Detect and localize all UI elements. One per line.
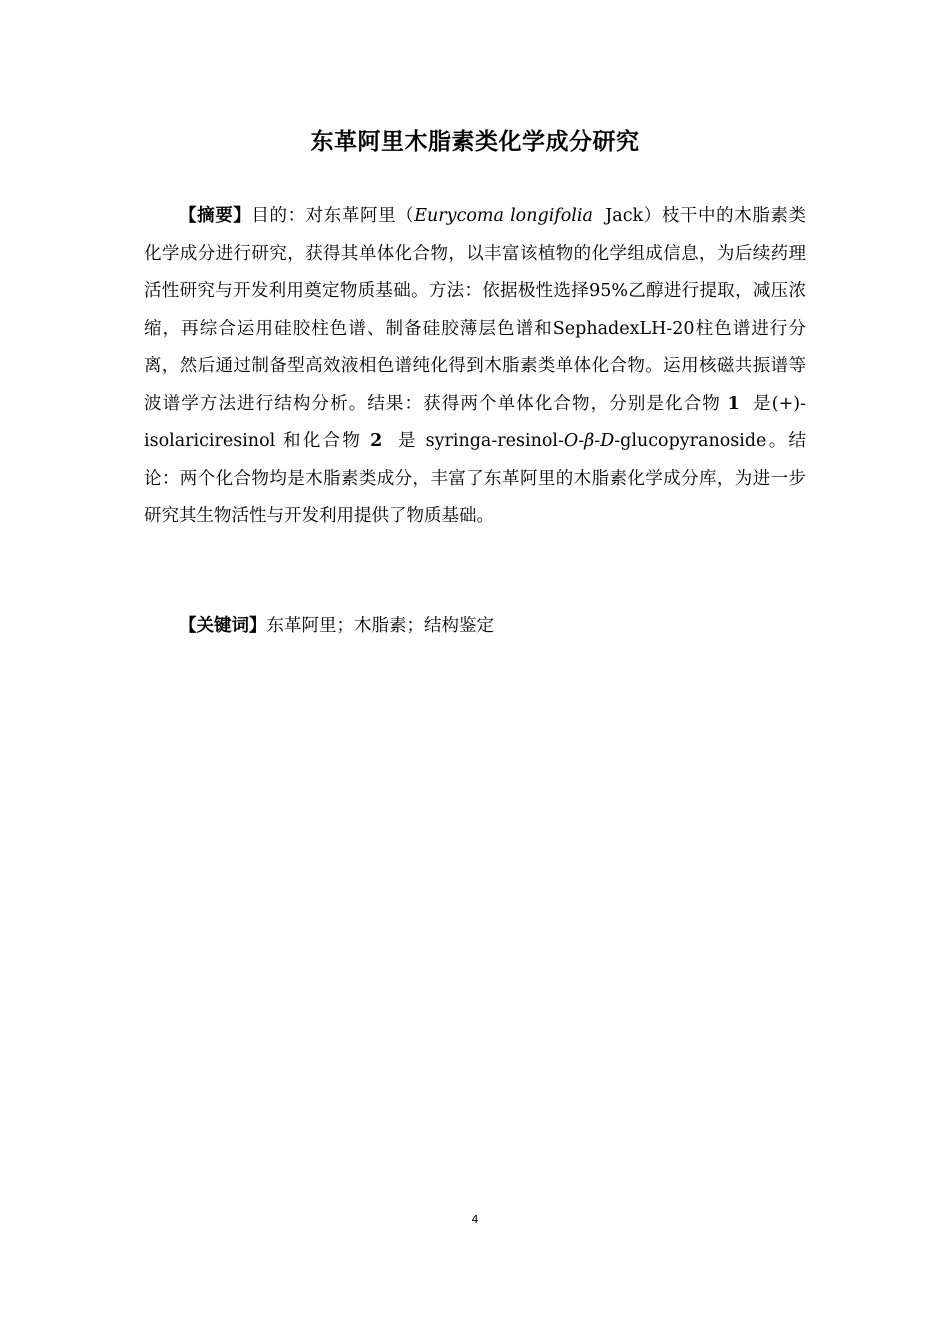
abstract-result-text-2: 是(+)-isolariciresinol 和化合物 [144, 393, 806, 451]
italic-beta: β [584, 431, 595, 451]
abstract-objective-text-2: ）枝干中的木脂素类化学成分进行研究，获得其单体化合物，以丰富该植物的化学组成信息，为后续药理活性研究与开发利用奠定物质基础。 [144, 206, 806, 301]
italic-d: D [600, 431, 615, 451]
page-number: 4 [471, 1213, 479, 1226]
dash-1: - [578, 431, 585, 451]
abstract-objective-text: 目的：对东革阿里（ [251, 206, 415, 226]
abstract-conclusion-text: 结论：两个化合物均是木脂素类成分，丰富了东革阿里的木脂素化学成分库，为进一步研究其生物活性与开发利用提供了物质基础。 [144, 431, 806, 526]
dash-2: - [594, 431, 601, 451]
abstract-result-text-3: 是 syringa-resinol- [397, 431, 564, 451]
keywords-text: 东革阿里；木脂素；结构鉴定 [266, 616, 494, 636]
italic-o: O [563, 431, 579, 451]
abstract-result-text-4: -glucopyranoside。 [614, 431, 789, 451]
compound-1-number: 1 [727, 393, 740, 414]
compound-2-number: 2 [370, 431, 383, 451]
species-latin-name: Eurycoma longifolia [414, 206, 593, 226]
species-author: Jack [605, 206, 644, 226]
abstract-result-text-1: 结果：获得两个单体化合物，分别是化合物 [367, 393, 721, 414]
keywords-paragraph [144, 608, 806, 646]
keywords-label: 【关键词】 [179, 616, 267, 636]
document-title: 东革阿里木脂素类化学成分研究 [310, 129, 640, 155]
abstract-method-text: 方法：依据极性选择95%乙醇进行提取，减压浓缩，再综合运用硅胶柱色谱、制备硅胶薄层色谱和SephadexLH-20柱色谱进行分离，然后通过制备型高效液相色谱纯化得到木脂素类单体化合物。运用核磁共振谱等波谱学方法进行结构分析。 [144, 281, 806, 414]
abstract-label: 【摘要】 [179, 206, 252, 226]
abstract-paragraph [144, 198, 806, 536]
